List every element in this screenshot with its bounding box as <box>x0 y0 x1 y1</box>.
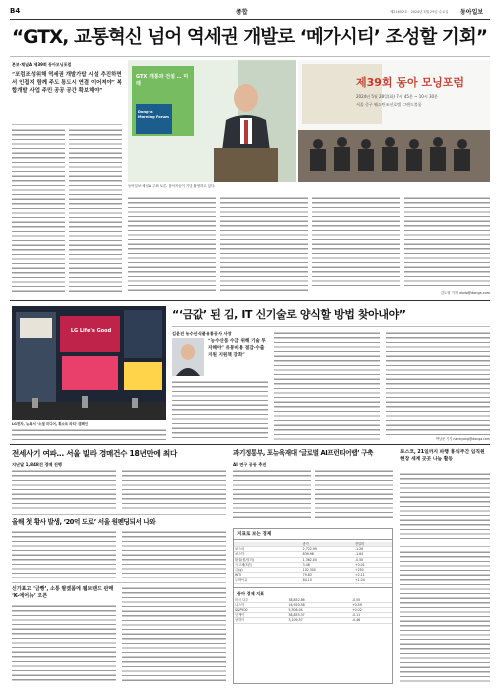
lead-headline: “GTX, 교통혁신 넘어 역세권 개발로 ‘메가시티’ 조성할 기회” <box>12 27 488 48</box>
table-row: 국고채(3년) 3.48 +0.01 <box>234 562 392 567</box>
table-row: 닛케이 38,855.37 -0.11 <box>234 613 392 618</box>
section-divider <box>10 300 490 301</box>
lead-photo-caption: 동아일보·채널A 주최 토론. 참석자들이 기념 촬영하고 있다. <box>128 184 216 188</box>
lead-body-right-2 <box>404 196 490 288</box>
interview-dek: “농수산품 수급 위해 기술 투자해야” 유통비용 절감·수출 지원 지원책 강화” <box>208 339 266 358</box>
table-row: 나스닥 16,920.58 +0.59 <box>234 602 392 607</box>
forum-banner-text: GTX 개통과 건설 … 미래 <box>136 74 189 87</box>
forum-logo-text: Dong-a Morning Forum <box>138 110 169 119</box>
article-sub-ai: AI 연구 공동 추진 <box>233 462 267 467</box>
page-number: B4 <box>10 7 21 15</box>
lead-body-middle-2 <box>220 196 308 294</box>
brand-logo: 동아일보 <box>460 9 484 16</box>
headline-rule <box>10 56 490 57</box>
forum-photo-stage <box>298 60 490 182</box>
forum-stage-title: 제39회 동아 모닝포럼 <box>356 76 464 89</box>
interview-body-2 <box>274 331 380 440</box>
lg-caption-body <box>12 428 166 441</box>
forum-stage-date: 2024년 5월 28일(화) 7시 45분 ~ 10시 30분 <box>356 94 438 99</box>
page-header <box>10 6 490 18</box>
interview-body-3 <box>386 331 490 435</box>
lead-body-right <box>312 196 400 288</box>
table-row: 금(g) 102,300 +250 <box>234 568 392 573</box>
table-row: 코스닥 839.98 -1.64 <box>234 552 392 557</box>
table-row: S&P500 5,306.04 +0.02 <box>234 608 392 613</box>
table-row: 두바이유 84.10 +1.04 <box>234 578 392 583</box>
market-table <box>234 542 392 584</box>
header-rule <box>10 19 490 20</box>
lead-body-middle <box>128 196 216 294</box>
market-table-box <box>233 528 393 684</box>
lead-byline: 김도형 기자 dodo@donga.com <box>440 291 490 295</box>
lg-billboard-photo <box>12 306 166 420</box>
lead-body-left <box>12 128 65 294</box>
lead-body-left-2 <box>69 128 122 294</box>
lead-kicker: 본보·채널A 제39회 동아모닝포럼 <box>12 62 72 67</box>
lg-subhead: “‘금값’ 된 김, IT 신기술로 양식할 방법 찾아내야” <box>172 308 406 321</box>
article-headline-bakery: 신가표고 ‘금빵’, 소통 팔겠폼에 웹브랜드 판매 ‘K-에어뉴’ 오픈 <box>12 586 114 599</box>
article-headline-dust: 올해 첫 황사 발생, ‘20억 도로’ 서울 원펜딩되서 나와 <box>12 518 156 526</box>
article-headline-posco: 포스코, 21일까지 파행 휴식주간 임직원 현장 세계 곳곳 나눔 활동 <box>400 450 485 462</box>
interview-byline: 박남준 기자 nankyong@donga.com <box>435 437 490 441</box>
article-headline-auction: 전세사기 여파… 서울 빌라 경매건수 18년만에 최다 <box>12 449 177 458</box>
table-row: 미국 다우 38,852.86 -0.55 <box>234 598 392 603</box>
market-table-title: 지표로 보는 경제 <box>234 529 392 540</box>
lg-photo-caption: LG전자, 뉴욕서 ‘소셜 미디어, 휘소트 파티’ 캠페인 <box>12 422 89 426</box>
table-row: 환율(원/달러) 1,362.00 -0.50 <box>234 557 392 562</box>
table-row: WTI 79.83 +2.11 <box>234 573 392 578</box>
interview-portrait <box>172 338 204 376</box>
table-row: 코스피 2,722.99 -1.26 <box>234 547 392 552</box>
article-headline-ai: 과기정통부, 포뉴육재대 ‘글로벌 AI프런티어랩’ 구축 <box>233 449 374 457</box>
table-row: 상하이 3,109.57 -0.46 <box>234 618 392 623</box>
forum-stage-venue: 서울 중구 웨스틴조선호텔 그랜드볼룸 <box>356 102 422 107</box>
interview-body-1 <box>172 380 268 440</box>
forum-photo-speaker <box>128 60 296 182</box>
market-col-1: 종가 <box>302 542 354 547</box>
interview-kicker: 김윤진 농수산식품유통공사 사장 <box>172 331 232 336</box>
issue-info: 제21652호 · 2024년 5월 29일 수요일 <box>390 10 449 14</box>
market-table2-title: 동아 경제 지표 <box>234 587 392 598</box>
section-name: 종합 <box>236 9 248 16</box>
lead-subhead: “포럼조성위해 역세권 개발가탑 시설 추진하면서 인접지 함께 주도 통도시 연결 이어져야” 복합개발 사업 주민 공공 공간 확보해야” <box>12 72 122 95</box>
market-table-2 <box>234 598 392 624</box>
market-col-2: 전일비 <box>354 542 392 547</box>
lg-sign-text: LG Life's Good <box>70 328 112 334</box>
article-sub-auction: 지난달 1,848건 경매 진행 <box>12 462 62 467</box>
